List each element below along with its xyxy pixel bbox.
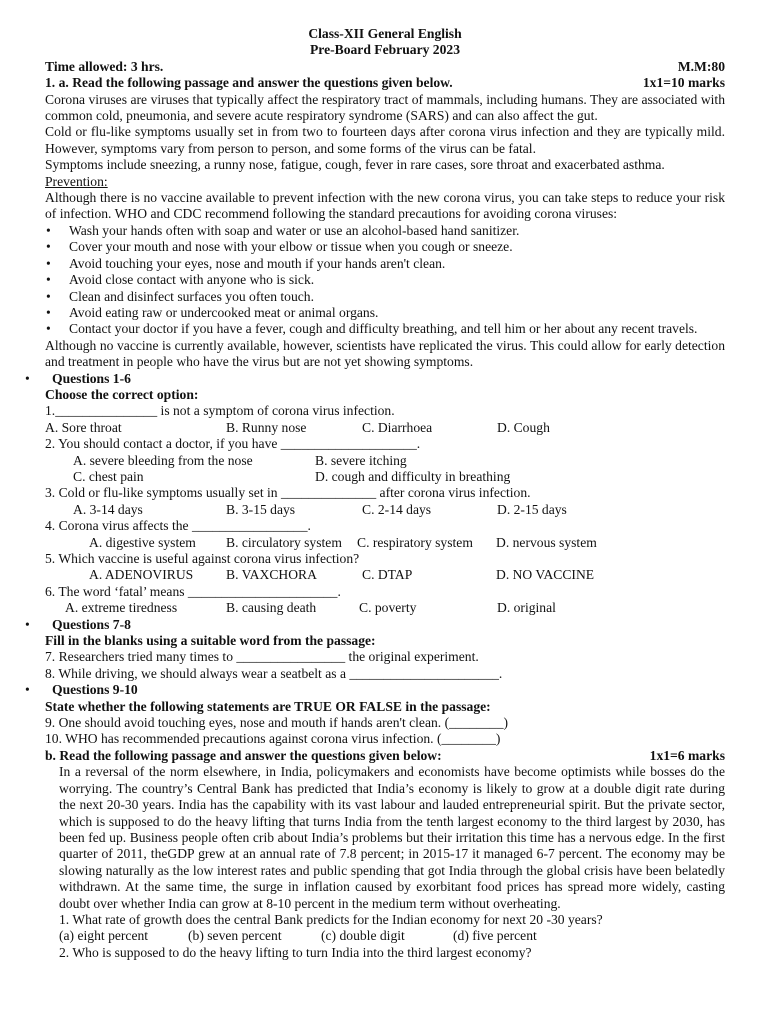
max-marks: M.M:80 [677, 58, 725, 74]
list-item: • Clean and disinfect surfaces you often touch. [69, 289, 725, 305]
question-9: 9. One should avoid touching eyes, nose and mouth if hands aren't clean. (________) [45, 715, 509, 731]
question-2-options-row1 [45, 453, 725, 469]
tf-instruction: State whether the following statements are TRUE OR FALSE in the passage: [45, 698, 491, 714]
mcq-instruction: Choose the correct option: [45, 386, 199, 402]
question-5-options [45, 567, 725, 583]
option: A. Sore throat [45, 419, 122, 435]
question-2: 2. You should contact a doctor, if you have ____________________. [45, 436, 421, 452]
passage-paragraph: Although there is no vaccine available to prevent infection with the new corona virus, you can take steps to reduce your risk of infection. WHO and CDC recommend following the standard precautions for avoiding corona viruses: [45, 190, 725, 222]
question-b1-options [45, 928, 725, 944]
option: B. severe itching [315, 452, 407, 468]
option: (a) eight percent [59, 928, 149, 944]
question-5: 5. Which vaccine is useful against corona virus infection? [45, 551, 360, 566]
question-b1: 1. What rate of growth does the central Bank predicts for the Indian economy for next 20 -30 years? [59, 911, 603, 927]
list-item: • Avoid close contact with anyone who is sick. [69, 272, 725, 288]
question-4: 4. Corona virus affects the _________________. [45, 518, 311, 534]
exam-title: Class-XII General English [308, 26, 462, 41]
option: C. poverty [359, 600, 417, 616]
section-1a-marks: 1x1=10 marks [642, 75, 725, 91]
passage-paragraph: Cold or flu-like symptoms usually set in from two to fourteen days after corona virus infection and they are typically mild. However, symptoms vary from person to person, and some forms of the virus can be fatal. [45, 124, 725, 156]
option: (c) double digit [321, 928, 405, 944]
questions-1-6-heading: • Questions 1-6 [45, 371, 725, 387]
question-6: 6. The word ‘fatal’ means ______________________. [45, 583, 341, 599]
option: D. NO VACCINE [496, 567, 595, 583]
option: C. respiratory system [357, 534, 473, 550]
passage-b: In a reversal of the norm elsewhere, in India, policymakers and economists have become optimists while bosses do the worrying. The country’s Central Bank has predicted that India’s economy is likely to grow at a double digit rate during the next 20-30 years. India has the capability with its vast labour and lauded entrepreneurial spirit. But the private sector, which is supposed to do the heavy lifting that turns India from the tenth largest economy to the third largest by 2030, has been fed up. Business people often crib about India’s problems but their irritation this time has a nervous edge. In the first quarter of 2011, theGDP grew at an annual rate of 7.8 percent; in 2015-17 it managed 6-7 percent. The economy may be slowing naturally as the low interest rates and public spending that got India through the global crisis have been belatedly withdrawn. At the same time, the surge in inflation caused by exorbitant food prices has spread more widely, casting doubt over whether India can grow at 8-10 percent in the medium term without overheating. [59, 764, 725, 911]
option: B. 3-15 days [226, 501, 296, 517]
fill-instruction: Fill in the blanks using a suitable word from the passage: [45, 633, 376, 649]
precaution-list [45, 223, 725, 338]
passage-paragraph: Symptoms include sneezing, a runny nose, fatigue, cough, fever in rare cases, sore throat and exacerbated asthma. [45, 157, 665, 173]
time-allowed: Time allowed: 3 hrs. [45, 58, 164, 74]
question-1-options [45, 420, 725, 436]
question-7: 7. Researchers tried many times to ________________ the original experiment. [45, 649, 479, 665]
question-b2: 2. Who is supposed to do the heavy lifting to turn India into the third largest economy? [59, 944, 532, 960]
option: B. circulatory system [226, 534, 342, 550]
question-3-options [45, 502, 725, 518]
section-1b-marks: 1x1=6 marks [649, 747, 725, 763]
list-item: • Avoid touching your eyes, nose and mouth if your hands aren't clean. [69, 256, 725, 272]
exam-subtitle: Pre-Board February 2023 [309, 42, 460, 58]
option: C. DTAP [362, 567, 413, 583]
option: C. chest pain [73, 468, 144, 484]
prevention-heading: Prevention: [45, 173, 108, 189]
section-1b-title: b. Read the following passage and answer the questions given below: [45, 747, 442, 763]
question-1: 1._______________ is not a symptom of corona virus infection. [45, 403, 395, 419]
section-1b-heading [45, 748, 725, 764]
question-10: 10. WHO has recommended precautions against corona virus infection. (________) [45, 731, 501, 747]
section-1a-heading [45, 75, 725, 91]
section-1a-title: 1. a. Read the following passage and answer the questions given below. [45, 75, 453, 91]
list-item: • Cover your mouth and nose with your elbow or tissue when you cough or sneeze. [69, 239, 725, 255]
option: A. extreme tiredness [65, 600, 178, 616]
questions-7-8-heading: • Questions 7-8 [45, 617, 725, 633]
option: A. digestive system [89, 534, 196, 550]
question-8: 8. While driving, we should always wear a seatbelt as a ______________________. [45, 665, 503, 681]
option: A. severe bleeding from the nose [73, 452, 253, 468]
question-4-options [45, 535, 725, 551]
option: A. 3-14 days [73, 501, 143, 517]
option: B. Runny nose [226, 419, 307, 435]
option: D. Cough [497, 419, 550, 435]
question-2-options-row2 [45, 469, 725, 485]
option: D. cough and difficulty in breathing [315, 468, 511, 484]
exam-page [45, 26, 725, 961]
time-marks-row [45, 59, 725, 75]
option: C. 2-14 days [362, 501, 432, 517]
passage-paragraph: Corona viruses are viruses that typically affect the respiratory tract of mammals, including humans. They are associated with common cold, pneumonia, and severe acute respiratory syndrome (SARS) and can also affect the gut. [45, 91, 725, 124]
list-item: • Contact your doctor if you have a fever, cough and difficulty breathing, and tell him or her about any recent travels. [69, 321, 725, 337]
list-item: • Wash your hands often with soap and water or use an alcohol-based hand sanitizer. [69, 223, 725, 239]
option: A. ADENOVIRUS [89, 567, 194, 583]
option: B. VAXCHORA [226, 567, 317, 583]
question-3: 3. Cold or flu-like symptoms usually set in ______________ after corona virus infection. [45, 485, 531, 501]
question-6-options [45, 600, 725, 616]
passage-paragraph: Although no vaccine is currently available, however, scientists have replicated the virus. This could allow for early detection and treatment in people who have the virus but are not yet showing symptoms. [45, 337, 725, 370]
option: (b) seven percent [188, 928, 282, 944]
option: B. causing death [226, 600, 317, 616]
option: D. original [497, 600, 556, 616]
option: D. 2-15 days [497, 501, 567, 517]
option: D. nervous system [496, 534, 597, 550]
option: C. Diarrhoea [362, 419, 433, 435]
option: (d) five percent [453, 928, 537, 944]
questions-9-10-heading: • Questions 9-10 [45, 682, 725, 698]
list-item: • Avoid eating raw or undercooked meat or animal organs. [69, 305, 725, 321]
